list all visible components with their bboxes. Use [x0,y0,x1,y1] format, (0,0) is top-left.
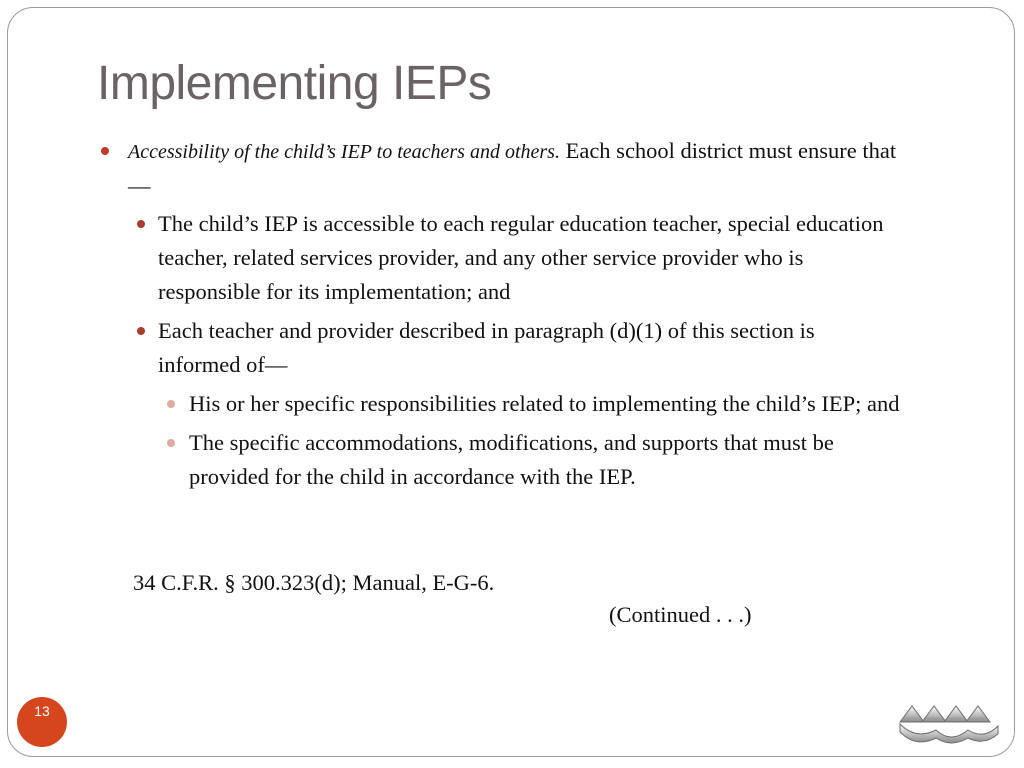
bullet-text: Each teacher and provider described in paragraph (d)(1) of this section is informed of— [158,318,815,377]
bullet-italic-heading: Accessibility of the child’s IEP to teachers and others. [128,141,560,163]
continued-note: (Continued . . .) [609,602,752,627]
bullet-dot-icon [167,439,175,447]
bullet-level1-accessibility [100,134,900,203]
bullet-text: The specific accommodations, modifications, and supports that must be provided for the child in accordance with the IEP. [189,430,834,489]
bullet-level2-iep-accessible [100,207,900,309]
organization-logo-icon [896,700,1002,746]
bullet-level3-accommodations [100,426,900,494]
legal-citation: 34 C.F.R. § 300.323(d); Manual, E-G-6. [133,570,495,595]
slide-title: Implementing IEPs [97,57,492,110]
bullet-dot-icon [137,220,145,228]
bullet-level2-teacher-informed [100,314,900,382]
bullet-text: The child’s IEP is accessible to each regular education teacher, special education teacher, related services provider, and any other service provider who is responsible for its implementation; and [158,211,884,304]
bullet-text: His or her specific responsibilities related to implementing the child’s IEP; and [189,391,900,416]
page-number-badge: 13 [17,697,67,747]
bullet-text: Each school district must ensure that— [128,138,897,198]
bullet-dot-icon [137,327,145,335]
bullet-dot-icon [167,400,175,408]
bullet-level3-responsibilities [100,387,900,421]
slide-content [100,134,900,499]
bullet-dot-icon [101,147,109,155]
